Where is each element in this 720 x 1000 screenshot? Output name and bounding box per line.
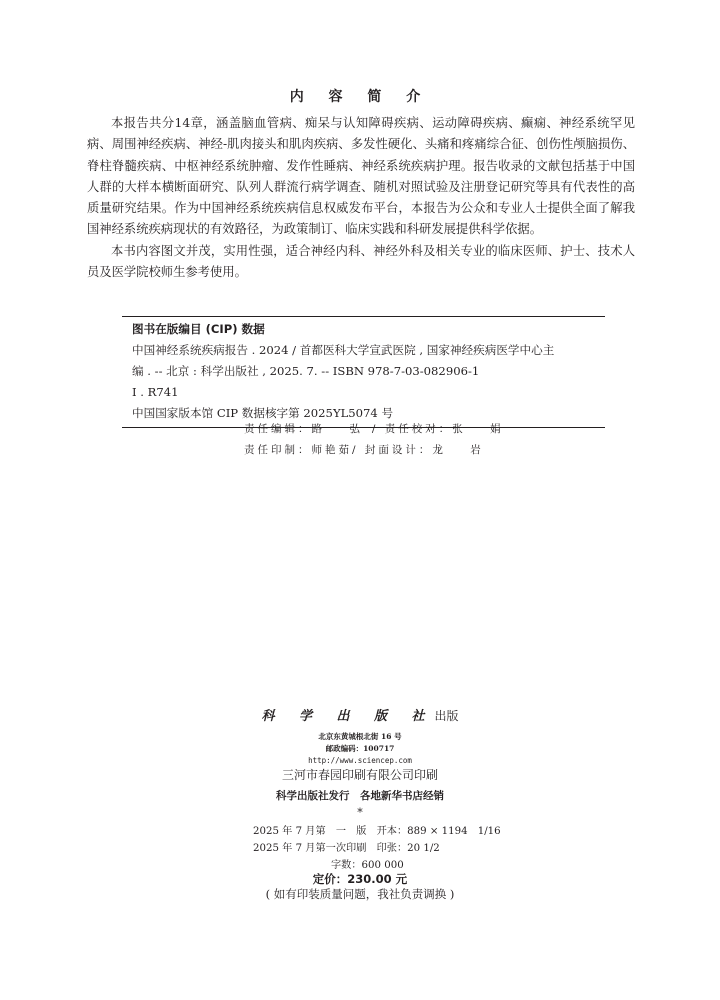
cip-heading: 图书在版编目 (CIP) 数据 [132,322,265,336]
word-count: 字数：600 000 [331,860,404,871]
separator-star: * [357,806,363,819]
publisher-name [0,705,720,724]
edition-line-1: 2025 年 7 月第 一 版 开本：889 × 1194 1/16 [253,826,501,837]
credits-row-1 [244,420,513,439]
publisher-address: 北京东黄城根北街 16 号 [318,732,402,741]
print-label: 责任印制： [244,444,312,456]
edition-line-2: 2025 年 7 月第一次印刷 印张：20 1/2 [253,843,440,854]
credits-row-2 [244,441,493,460]
price: 定价：230.00 元 [312,872,408,886]
proofreader-label: / 责任校对： [371,423,453,435]
editor-name: 路 弘 [311,423,372,435]
publisher-block [0,705,720,767]
publisher-logo-text: 科 学 出 版 社 [261,709,435,724]
cip-line-4: 中国国家版本馆 CIP 数据核字第 2025YL5074 号 [132,406,394,420]
cover-label: / 封面设计： [352,444,433,456]
cip-data-block [122,316,605,428]
cover-designer-name: 龙 岩 [432,444,493,456]
intro-paragraph-2: 本书内容图文并茂，实用性强，适合神经内科、神经外科及相关专业的临床医师、护士、技术人员及医学院校师生参考使用。 [87,243,635,280]
proofreader-name: 张 娟 [452,423,513,435]
publisher-url: http://www.sciencep.com [308,756,412,765]
edition-info [253,823,501,874]
page-title: 内 容 简 介 [289,89,431,105]
printer: 三河市春园印刷有限公司印刷 [281,768,438,782]
editor-label: 责任编辑： [244,423,312,435]
cip-line-1: 中国神经系统疾病报告 . 2024 / 首都医科大学宣武医院 , 国家神经疾病医学中心主 [132,343,555,357]
publisher-suffix: 出版 [434,709,459,723]
publisher-postcode: 邮政编码：100717 [325,744,395,753]
intro-paragraph-1: 本报告共分14章，涵盖脑血管病、痴呆与认知障碍疾病、运动障碍疾病、癫痫、神经系统罕见病、周围神经疾病、神经-肌肉接头和肌肉疾病、多发性硬化、头痛和疼痛综合征、创伤性颅脑损伤、脊柱脊髓疾病、中枢神经系统肿瘤、发作性睡病、神经系统疾病护理。报告收录的文献包括基于中国人群的大样本横断面研究、队列人群流行病学调查、随机对照试验及注册登记研究等具有代表性的高质量研究结果。作为中国神经系统疾病信息权威发布平台，本报告为公众和专业人士提供全面了解我国神经系统疾病现状的有效路径，为政策制订、临床实践和科研发展提供科学依据。 [87,116,635,237]
print-name: 师艳茹 [311,444,352,456]
distribution: 科学出版社发行 各地新华书店经销 [276,790,444,802]
quality-notice: ( 如有印装质量问题，我社负责调换 ) [265,887,455,901]
introduction [87,113,635,283]
cip-line-3: Ⅰ . R741 [132,385,179,399]
cip-line-2: 编 . -- 北京 : 科学出版社 , 2025. 7. -- ISBN 978-7-03-082906-1 [132,364,480,378]
